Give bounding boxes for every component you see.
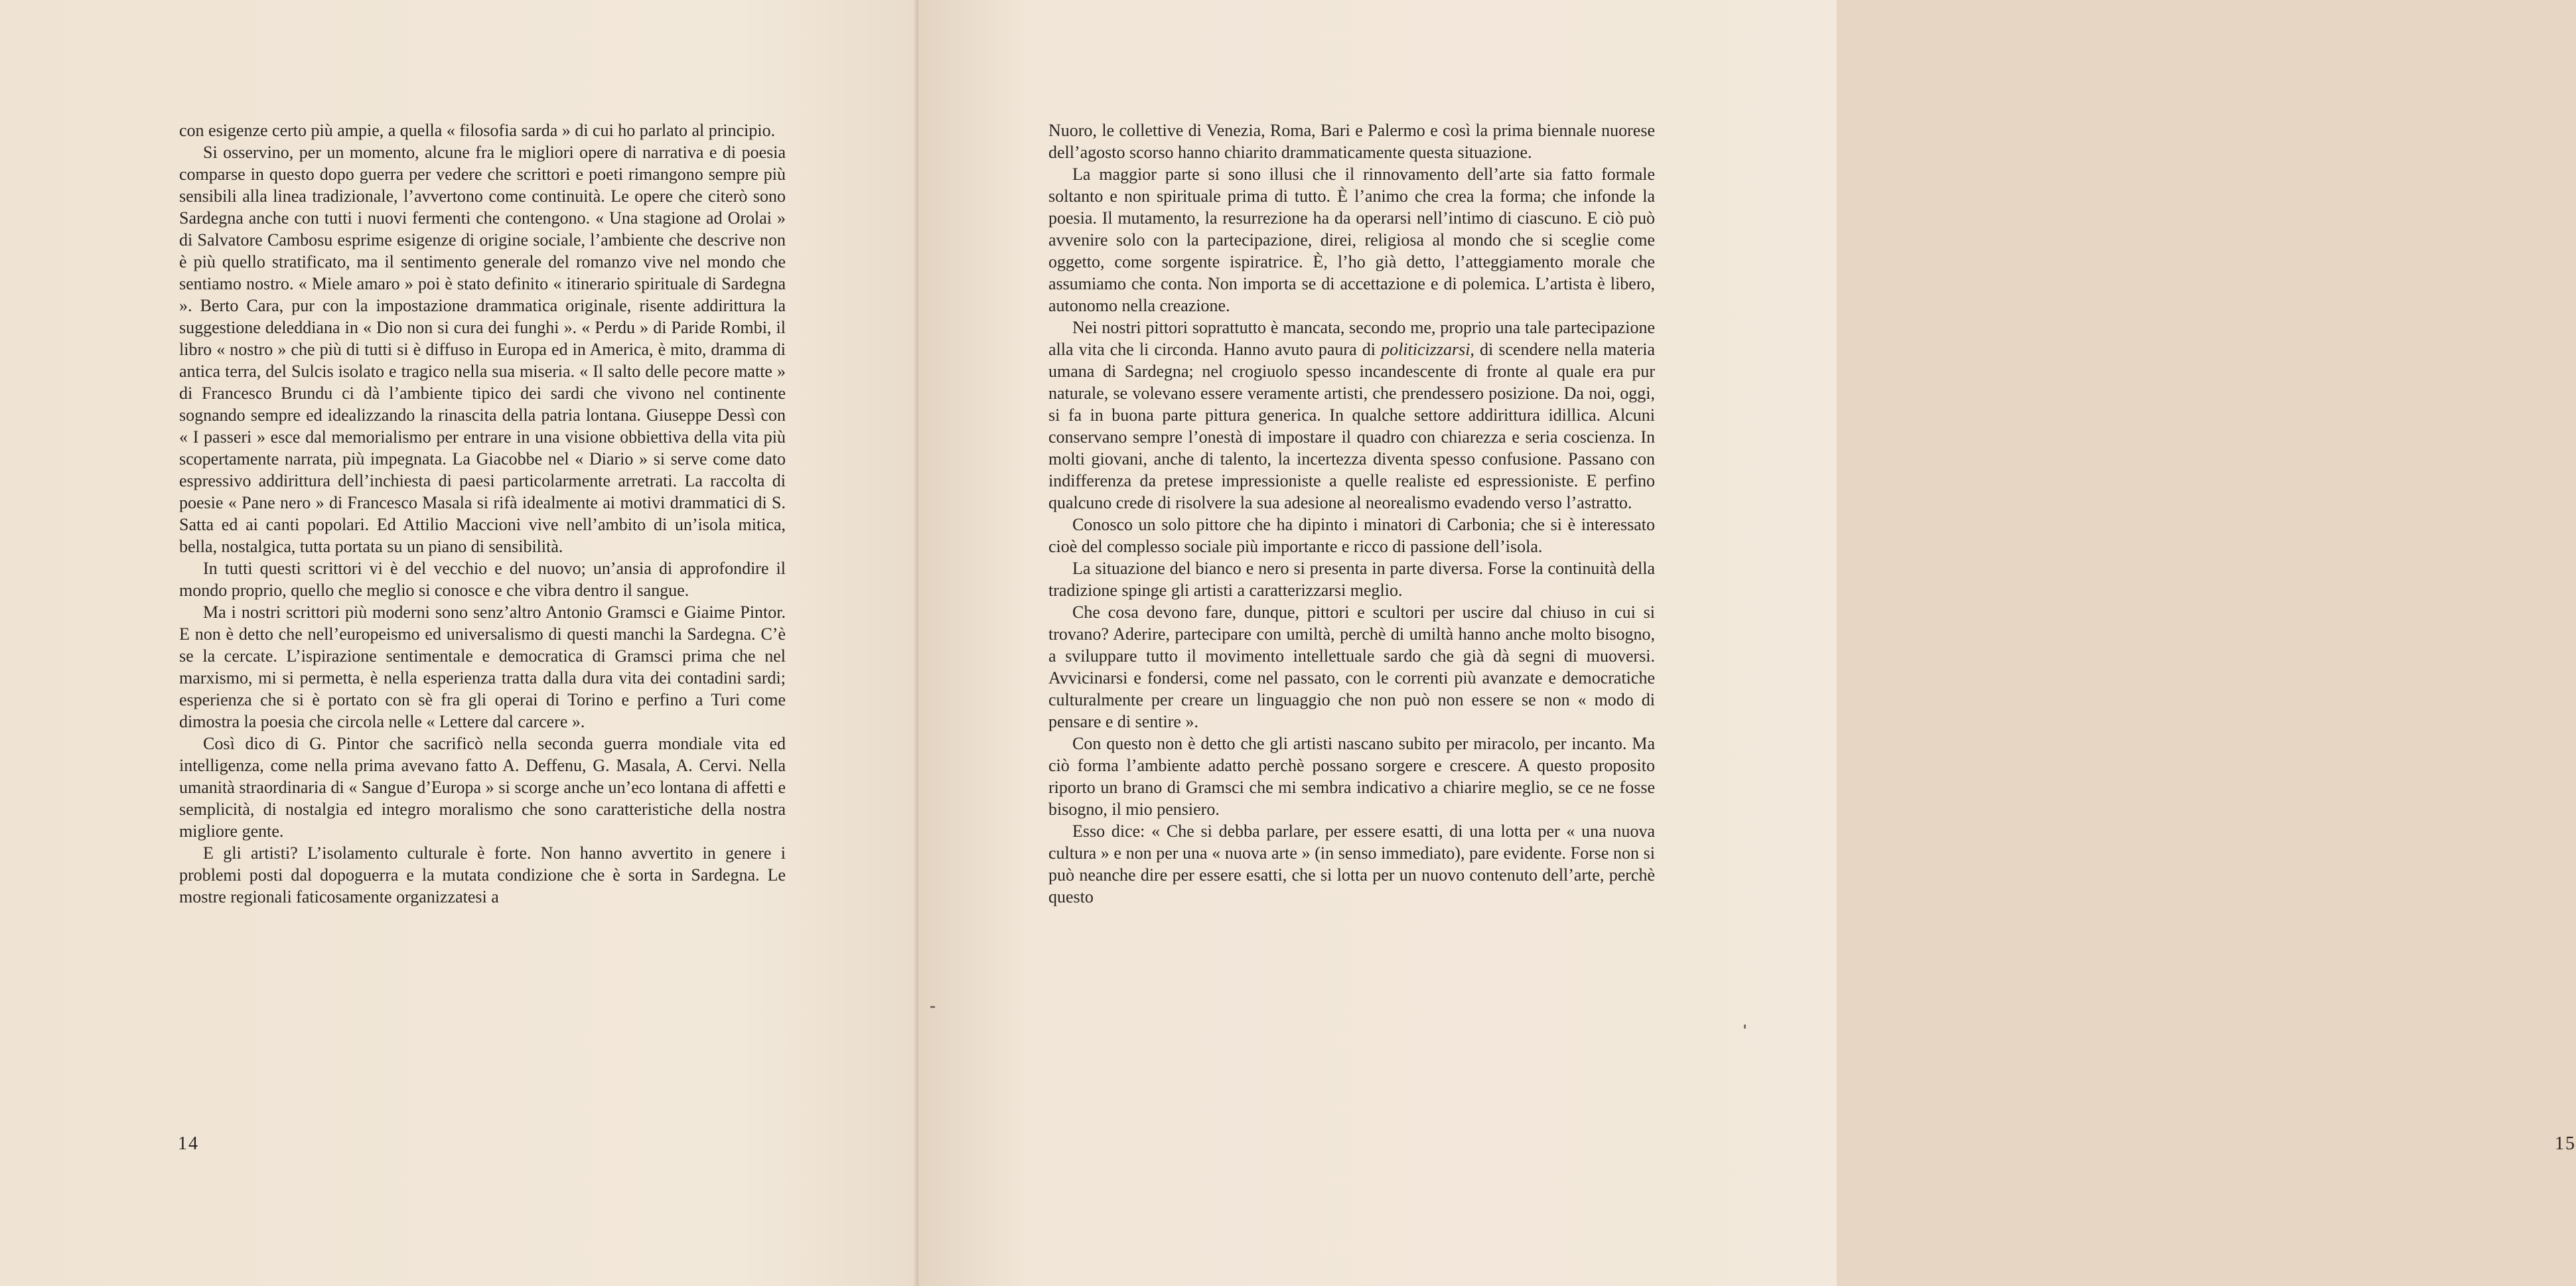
paragraph-text: di scendere nella materia umana di Sardegna; nel crogiuolo spesso incandescente di fronte al quale era pur naturale, se volevano essere veramente artisti, che prendessero posizione. Da noi, oggi, si fa in buona parte pittura generica. In qualche settore addirittura idillica. Alcuni conservano sempre l’onestà di impostare il quadro con chiarezza e seria coscienza. In molti giovani, anche di talento, la incertezza diventa spesso confusione. Passano con indifferenza da pretese impressioniste a quelle realiste ed espressioniste. E perfino qualcuno crede di risolvere la sua adesione al neorealismo evadendo verso l’astratto. <box>1048 340 1655 512</box>
paragraph: E gli artisti? L’isolamento culturale è forte. Non hanno avvertito in genere i problemi posti dal dopoguerra e la mutata condizione che è sorta in Sardegna. Le mostre regionali faticosamente organizzatesi a <box>179 843 786 906</box>
paragraph: In tutti questi scrittori vi è del vecchio e del nuovo; un’ansia di approfondire il mondo proprio, quello che meglio si conosce e che vibra dentro il sangue. <box>179 559 786 600</box>
right-page-text <box>1048 119 1655 908</box>
paragraph: con esigenze certo più ampie, a quella « filosofia sarda » di cui ho parlato al principio. <box>179 121 776 140</box>
page-number-right: 15 <box>2555 1133 2576 1154</box>
paragraph: Con questo non è detto che gli artisti nascano subito per miracolo, per incanto. Ma ciò forma l’ambiente adatto perchè possano sorgere e crescere. A questo proposito riporto un brano di Gramsci che mi sembra indicativo a chiarire meglio, se ce ne fosse bisogno, il mio pensiero. <box>1048 734 1655 819</box>
paragraph <box>1048 317 1655 514</box>
paragraph: Esso dice: « Che si debba parlare, per essere esatti, di una lotta per « una nuova cultura » e non per una « nuova arte » (in senso immediato), pare evidente. Forse non si può neanche dire per essere esatti, che si lotta per un nuovo contenuto dell’arte, perchè questo <box>1048 822 1655 906</box>
paragraph: La situazione del bianco e nero si presenta in parte diversa. Forse la continuità della tradizione spinge gli artisti a caratterizzarsi meglio. <box>1048 559 1655 600</box>
paragraph: Così dico di G. Pintor che sacrificò nella seconda guerra mondiale vita ed intelligenza, come nella prima avevano fatto A. Deffenu, G. Masala, A. Cervi. Nella umanità straordinaria di « Sangue d’Europa » si scorge anche un’eco lontana di affetti e semplicità, di nostalgia ed integro moralismo che sono caratteristiche della nostra migliore gente. <box>179 734 786 841</box>
left-page <box>0 0 918 1286</box>
paragraph-text: Nei nostri pittori soprattutto è mancata, secondo me, proprio una tale partecipazione alla vita che li circonda. Hanno avuto paura di <box>1048 318 1655 359</box>
italic-word: politicizzarsi, <box>1381 340 1474 359</box>
paper-speck <box>1744 1025 1746 1029</box>
paragraph: Nuoro, le collettive di Venezia, Roma, Bari e Palermo e così la prima biennale nuorese dell’agosto scorso hanno chiarito drammaticamente questa situazione. <box>1048 121 1655 162</box>
page-number-left: 14 <box>178 1133 199 1154</box>
paragraph: Ma i nostri scrittori più moderni sono senz’altro Antonio Gramsci e Giaime Pintor. E non è detto che nell’europeismo ed universalismo di questi manchi la Sardegna. C’è se la cercate. L’ispirazione sentimentale e democratica di Gramsci prima che nel marxismo, mi si permetta, è nella esperienza tratta dalla dura vita dei contadini sardi; esperienza che si è portato con sè fra gli operai di Torino e perfino a Turi come dimostra la poesia che circola nelle « Lettere dal carcere ». <box>179 603 786 731</box>
paragraph: La maggior parte si sono illusi che il rinnovamento dell’arte sia fatto formale soltanto e non spirituale prima di tutto. È l’animo che crea la forma; che infonde la poesia. Il mutamento, la resurrezione ha da operarsi nell’intimo di ciascuno. E ciò può avvenire solo con la partecipazione, direi, religiosa al mondo che si sceglie come oggetto, come sorgente ispiratrice. È, l’ho già detto, l’atteggiamento morale che assumiamo che conta. Non importa se di accettazione e di polemica. L’artista è libero, autonomo nella creazione. <box>1048 165 1655 315</box>
paragraph: Conosco un solo pittore che ha dipinto i minatori di Carbonia; che si è interessato cioè del complesso sociale più importante e ricco di passione dell’isola. <box>1048 515 1655 556</box>
paragraph: Si osservino, per un momento, alcune fra le migliori opere di narrativa e di poesia comparse in questo dopo guerra per vedere che scrittori e poeti rimangono sempre più sensibili alla linea tradizionale, l’avvertono come continuità. Le opere che citerò sono Sardegna anche con tutti i nuovi fermenti che contengono. « Una stagione ad Orolai » di Salvatore Cambosu esprime esigenze di origine sociale, l’ambiente che descrive non è più quello stratificato, ma il sentimento generale del romanzo vive nel mondo che sentiamo nostro. « Miele amaro » poi è stato definito « itinerario spirituale di Sardegna ». Berto Cara, pur con la impostazione drammatica originale, risente addirittura la suggestione deleddiana in « Dio non si cura dei funghi ». « Perdu » di Paride Rombi, il libro « nostro » che più di tutti si è diffuso in Europa ed in America, è mito, dramma di antica terra, del Sulcis isolato e tragico nella sua miseria. « Il salto delle pecore matte » di Francesco Brundu ci dà l’ambiente tipico dei sardi che vivono nel continente sognando sempre ed idealizzando la rinascita della patria lontana. Giuseppe Dessì con « I passeri » esce dal memorialismo per entrare in una visione obbiettiva della vita più scopertamente narrata, più impegnata. La Giacobbe nel « Diario » si serve come dato espressivo addirittura dell’inchiesta di paesi particolarmente arretrati. La raccolta di poesie « Pane nero » di Francesco Masala si rifà idealmente ai motivi drammatici di S. Satta ed ai canti popolari. Ed Attilio Maccioni vive nell’ambito di un’isola mitica, bella, nostalgica, tutta portata su un piano di sensibilità. <box>179 143 786 556</box>
paragraph: Che cosa devono fare, dunque, pittori e scultori per uscire dal chiuso in cui si trovano? Aderire, partecipare con umiltà, perchè di umiltà hanno anche molto bisogno, a sviluppare tutto il movimento intellettuale sardo che già dà segni di muoversi. Avvicinarsi e fondersi, come nel passato, con le correnti più avanzate e democratiche culturalmente per creare un linguaggio che non può non essere se non « modo di pensare e di sentire ». <box>1048 603 1655 731</box>
left-page-text <box>179 119 786 908</box>
paper-speck <box>930 1006 935 1008</box>
